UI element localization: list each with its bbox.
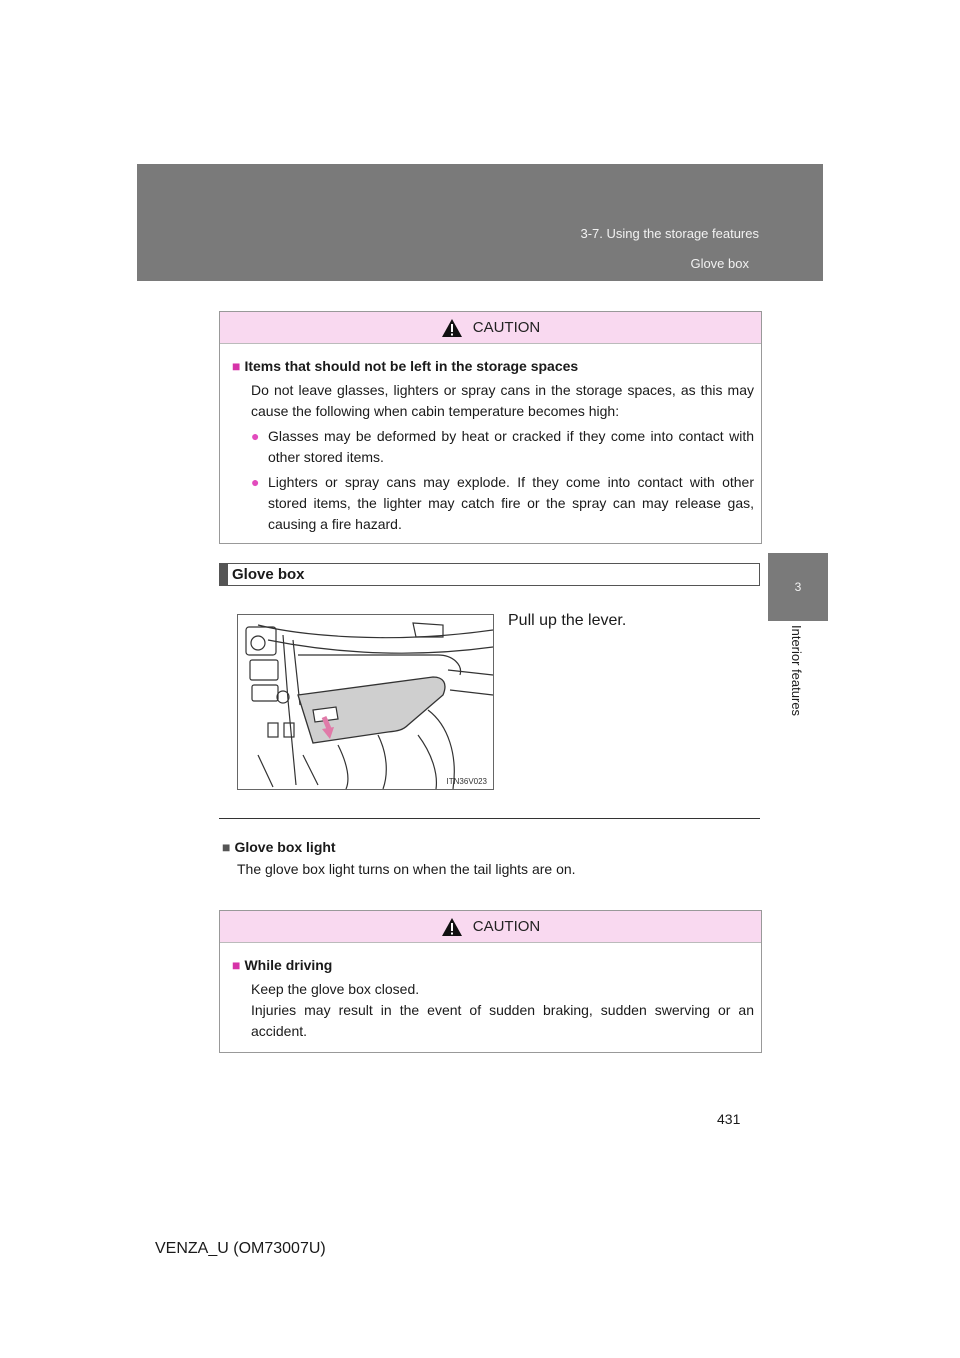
caution-line: Keep the glove box closed. xyxy=(251,981,420,997)
header-section-title: 3-7. Using the storage features xyxy=(580,226,759,241)
figure-code: ITN36V023 xyxy=(446,777,487,786)
caution-line: Injuries may result in the event of sudden braking, sudden swerving or an accident. xyxy=(251,1002,754,1039)
note-heading xyxy=(222,836,752,858)
header-subtab: Glove box xyxy=(690,256,749,271)
footer-model: VENZA_U (OM73007U) xyxy=(155,1240,326,1257)
caution-heading xyxy=(232,356,754,377)
caution-label: CAUTION xyxy=(472,918,541,935)
note-glove-box-light xyxy=(222,836,752,880)
chapter-tab-number: 3 xyxy=(768,553,828,621)
square-bullet-icon: ■ xyxy=(232,358,241,374)
circle-bullet-icon: ● xyxy=(251,474,260,490)
note-heading-text: Glove box light xyxy=(234,839,336,855)
divider-line xyxy=(219,818,760,819)
instruction-text: Pull up the lever. xyxy=(508,612,627,629)
caution-header xyxy=(220,911,761,943)
caution-heading-text: While driving xyxy=(244,957,333,973)
warning-triangle-icon xyxy=(441,917,463,937)
circle-bullet-icon: ● xyxy=(251,428,260,444)
caution-bullet-text: Glasses may be deformed by heat or cracked if they come into contact with other stored items. xyxy=(268,428,754,465)
glove-box-illustration xyxy=(237,614,494,790)
caution-box-driving xyxy=(219,910,762,1053)
dashboard-line-drawing xyxy=(238,615,493,789)
section-title: Glove box xyxy=(232,566,305,583)
caution-bullet xyxy=(251,472,754,535)
caution-box-storage xyxy=(219,311,762,544)
caution-bullet xyxy=(251,426,754,468)
header-band xyxy=(137,164,823,281)
caution-header xyxy=(220,312,761,344)
square-bullet-icon: ■ xyxy=(222,839,231,855)
note-text: The glove box light turns on when the tail lights are on. xyxy=(237,861,576,877)
caution-label: CAUTION xyxy=(472,319,541,336)
caution-heading-text: Items that should not be left in the storage spaces xyxy=(244,358,579,374)
section-title-bar xyxy=(219,563,760,586)
page-number: 431 xyxy=(717,1111,741,1127)
caution-intro: Do not leave glasses, lighters or spray cans in the storage spaces, as this may cause the following when cabin temperature becomes high: xyxy=(251,382,754,419)
chapter-tab-label: Interior features xyxy=(789,625,804,717)
caution-heading xyxy=(232,955,754,976)
warning-triangle-icon xyxy=(441,318,463,338)
section-accent xyxy=(220,564,228,585)
square-bullet-icon: ■ xyxy=(232,957,241,973)
caution-bullet-text: Lighters or spray cans may explode. If they come into contact with other stored items, the lighter may catch fire or the spray can may release gas, causing a fire hazard. xyxy=(268,474,754,532)
